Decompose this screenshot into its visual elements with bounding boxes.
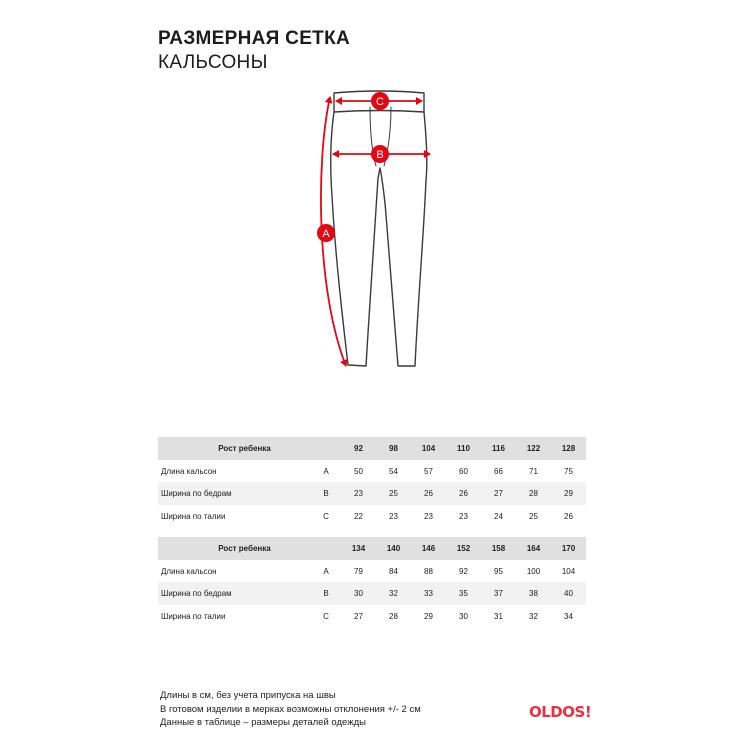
marker-c-label: C [376, 96, 384, 108]
row-code: B [311, 582, 341, 605]
size-table-2 [158, 537, 586, 628]
table-header-row [158, 437, 586, 460]
size-table-1 [158, 437, 586, 528]
row-code: B [311, 482, 341, 505]
value-cell: 37 [481, 582, 516, 605]
value-cell: 54 [389, 466, 398, 476]
table-row [158, 505, 586, 528]
size-cell: 92 [341, 437, 376, 460]
value-cell: 40 [551, 582, 586, 605]
value-cell: 100 [526, 566, 541, 576]
value-cell: 35 [446, 582, 481, 605]
header-label: Рост ребенка [158, 437, 341, 460]
value-cell: 28 [389, 611, 398, 621]
size-cell: 152 [446, 537, 481, 560]
row-code: A [323, 566, 329, 576]
value-cell: 26 [411, 482, 446, 505]
value-cell: 32 [376, 582, 411, 605]
value-cell: 23 [341, 482, 376, 505]
size-cell: 122 [516, 437, 551, 460]
page-subtitle: КАЛЬСОНЫ [158, 52, 268, 73]
value-cell: 57 [424, 466, 433, 476]
value-cell: 88 [424, 566, 433, 576]
table-row [158, 560, 586, 583]
row-label: Длина кальсон [161, 466, 217, 476]
value-cell: 71 [529, 466, 538, 476]
size-cell: 134 [341, 537, 376, 560]
value-cell: 30 [459, 611, 468, 621]
row-label: Ширина по бедрам [158, 582, 311, 605]
size-cell: 140 [376, 537, 411, 560]
size-cell: 164 [516, 537, 551, 560]
value-cell: 23 [459, 511, 468, 521]
size-cell: 104 [411, 437, 446, 460]
row-code: A [323, 466, 329, 476]
footnote: Длины в см, без учета припуска на швы [160, 690, 336, 701]
value-cell: 25 [529, 511, 538, 521]
value-cell: 50 [354, 466, 363, 476]
footnote: В готовом изделии в мерках возможны отклонения +/- 2 см [160, 703, 421, 715]
value-cell: 38 [516, 582, 551, 605]
value-cell: 29 [424, 611, 433, 621]
table-header-row [158, 537, 586, 560]
table-row [158, 482, 586, 505]
value-cell: 75 [564, 466, 573, 476]
size-cell: 116 [481, 437, 516, 460]
size-cell: 158 [481, 537, 516, 560]
row-label: Ширина по бедрам [158, 482, 311, 505]
marker-a-label: A [322, 228, 330, 240]
leggings-outline [331, 91, 427, 366]
value-cell: 32 [529, 611, 538, 621]
marker-b-label: B [376, 149, 384, 161]
value-cell: 25 [376, 482, 411, 505]
size-cell: 170 [551, 537, 586, 560]
brand-logo: OLDOS! [529, 703, 592, 721]
size-cell: 128 [551, 437, 586, 460]
value-cell: 31 [494, 611, 503, 621]
table-row [158, 460, 586, 483]
size-cell: 146 [411, 537, 446, 560]
value-cell: 22 [354, 511, 363, 521]
value-cell: 79 [354, 566, 363, 576]
value-cell: 29 [551, 482, 586, 505]
footnote: Данные в таблице – размеры деталей одежды [160, 717, 366, 728]
footnotes [160, 689, 421, 730]
marker-a [317, 224, 335, 242]
value-cell: 60 [459, 466, 468, 476]
value-cell: 27 [354, 611, 363, 621]
table-row [158, 582, 586, 605]
value-cell: 24 [494, 511, 503, 521]
value-cell: 104 [561, 566, 576, 576]
table-row [158, 605, 586, 628]
row-label: Ширина по талии [161, 611, 226, 621]
page-title: РАЗМЕРНАЯ СЕТКА [158, 28, 350, 49]
marker-c [371, 92, 389, 110]
value-cell: 66 [494, 466, 503, 476]
value-cell: 23 [389, 511, 398, 521]
row-label: Длина кальсон [161, 566, 217, 576]
value-cell: 27 [481, 482, 516, 505]
value-cell: 33 [411, 582, 446, 605]
value-cell: 84 [389, 566, 398, 576]
value-cell: 28 [516, 482, 551, 505]
header-label: Рост ребенка [158, 537, 341, 560]
row-code: C [323, 511, 329, 521]
value-cell: 34 [564, 611, 573, 621]
row-label: Ширина по талии [161, 511, 226, 521]
value-cell: 92 [459, 566, 468, 576]
value-cell: 30 [341, 582, 376, 605]
value-cell: 26 [446, 482, 481, 505]
marker-b [371, 145, 389, 163]
value-cell: 95 [494, 566, 503, 576]
row-code: C [323, 611, 329, 621]
size-cell: 98 [376, 437, 411, 460]
size-cell: 110 [446, 437, 481, 460]
value-cell: 26 [564, 511, 573, 521]
value-cell: 23 [424, 511, 433, 521]
